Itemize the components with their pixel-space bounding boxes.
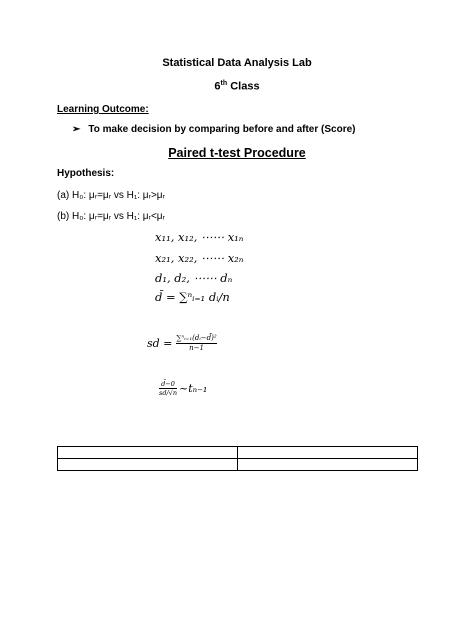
document-title: Statistical Data Analysis Lab — [162, 57, 312, 69]
class-heading — [0, 80, 474, 93]
hypothesis-b: (b) H₀: μᵣ=μᵣ vs H₁: μᵣ<μᵣ — [57, 211, 165, 222]
t-distribution: ~tₙ₋₁ — [179, 382, 208, 395]
hypothesis-heading: Hypothesis: — [57, 168, 115, 179]
table-cell — [58, 459, 238, 471]
x1-sample-row: x₁₁, x₁₂, ⋯⋯ x₁ₙ — [155, 230, 244, 244]
sd-fraction — [176, 334, 216, 353]
procedure-title: Paired t-test Procedure — [168, 146, 306, 160]
class-number: 6 — [214, 80, 221, 93]
t-fraction — [159, 380, 177, 397]
learning-outcome-bullet — [72, 124, 356, 135]
sd-lhs: sd = — [147, 337, 173, 350]
learning-outcome-heading: Learning Outcome: — [57, 104, 149, 115]
t-numerator: d̄−0 — [161, 380, 175, 388]
table-cell — [58, 447, 238, 459]
sd-denominator: n−1 — [189, 344, 204, 352]
arrow-bullet-icon: ➢ — [72, 124, 81, 135]
difference-row: d₁, d₂, ⋯⋯ dₙ — [155, 271, 233, 285]
table-row — [58, 447, 418, 459]
table-cell — [238, 459, 418, 471]
class-suffix: th — [220, 80, 228, 87]
mean-difference-formula: d̄ = ∑ⁿᵢ₌₁ dᵢ/n — [155, 290, 230, 304]
t-denominator: sd/√n — [159, 389, 178, 397]
x2-sample-row: x₂₁, x₂₂, ⋯⋯ x₂ₙ — [155, 251, 244, 265]
class-word: Class — [230, 80, 260, 93]
learning-outcome-text: To make decision by comparing before and after (Score) — [88, 124, 356, 135]
table-cell — [238, 447, 418, 459]
results-table — [57, 446, 418, 471]
hypothesis-a: (a) H₀: μᵣ=μᵣ vs H₁: μᵣ>μᵣ — [57, 190, 165, 201]
sd-formula — [147, 334, 217, 353]
table-row — [58, 459, 418, 471]
sd-numerator: ∑ⁿᵢ₌₁(dᵢ−d̄)² — [176, 334, 217, 342]
t-statistic-formula — [155, 380, 207, 397]
